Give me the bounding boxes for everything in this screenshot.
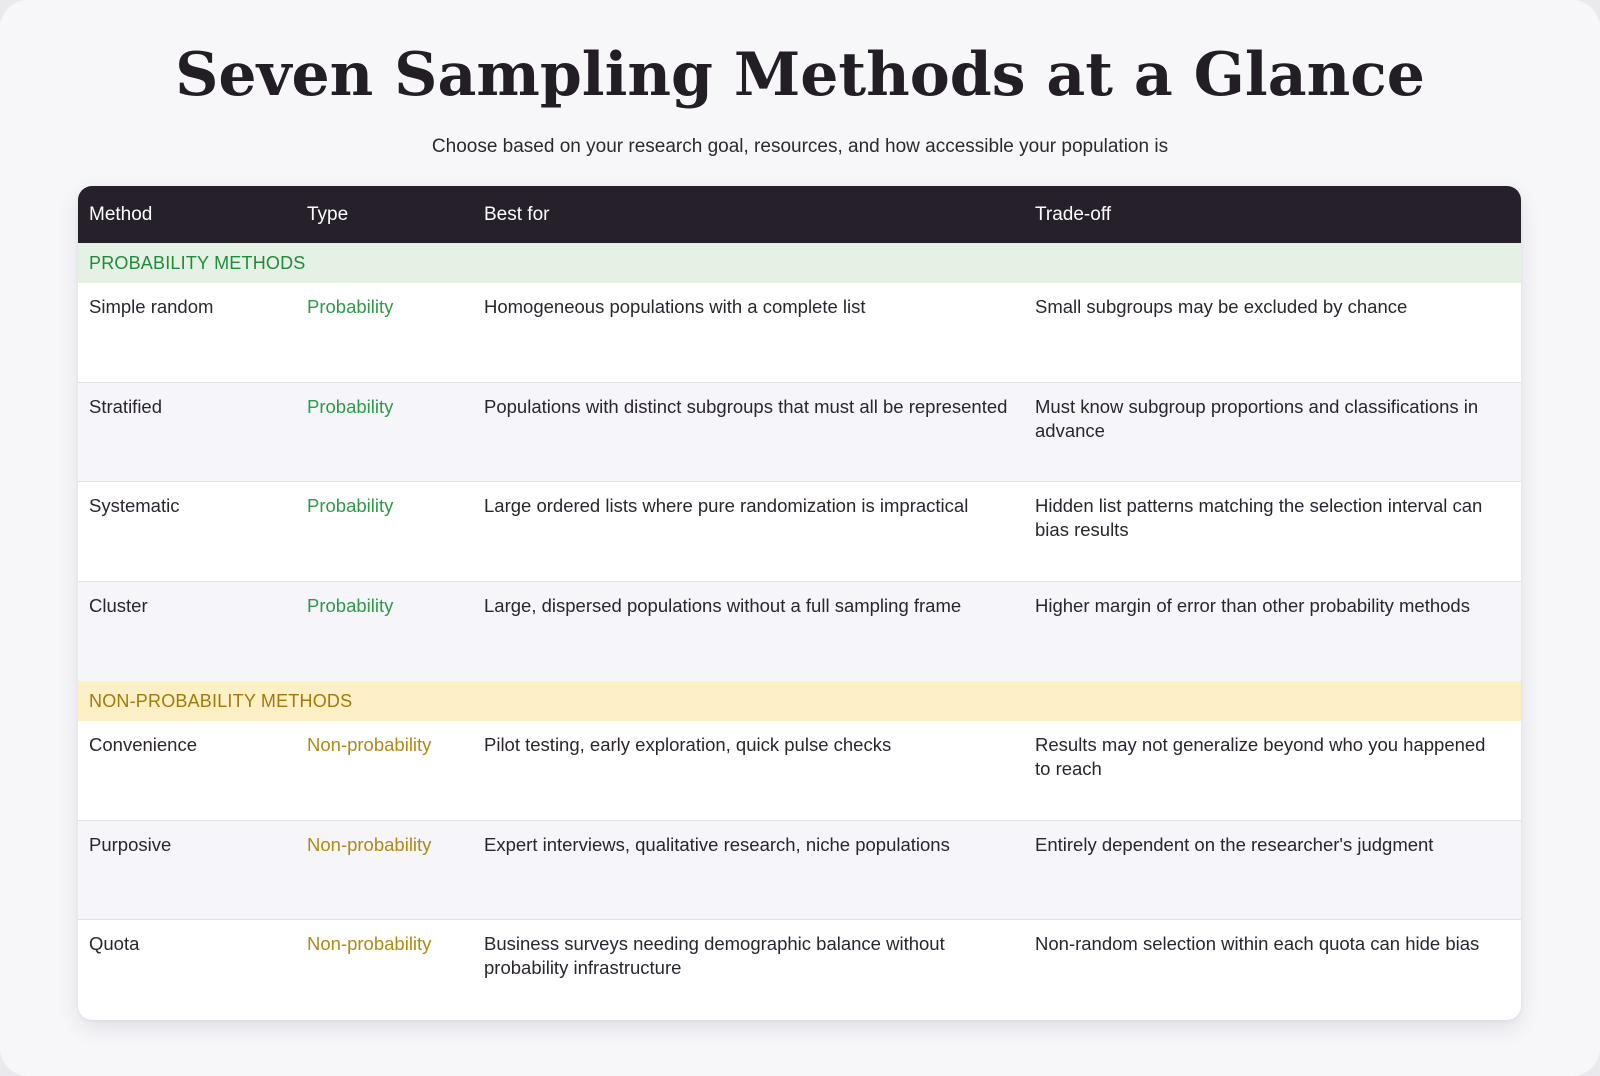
table-row: [78, 721, 1521, 821]
cell-type: Non-probability: [307, 833, 432, 855]
cell-trade-off: Small subgroups may be excluded by chance: [1035, 296, 1408, 317]
cell-type: Non-probability: [307, 734, 432, 755]
cell-trade-off: Hidden list patterns matching the selection interval can bias results: [1035, 495, 1483, 540]
cell-type: Probability: [307, 395, 394, 417]
cell-trade-off: Entirely dependent on the researcher's judgment: [1035, 833, 1434, 855]
page-subtitle: Choose based on your research goal, resources, and how accessible your population is: [431, 136, 1169, 157]
sampling-methods-table: [78, 186, 1521, 1020]
cell-best-for: Expert interviews, qualitative research, niche populations: [484, 833, 950, 855]
page-title: Seven Sampling Methods at a Glance: [175, 40, 1425, 110]
cell-method: Convenience: [89, 734, 197, 755]
cell-trade-off: Non-random selection within each quota can hide bias: [1035, 933, 1480, 954]
cell-method: Quota: [89, 933, 140, 954]
cell-best-for: Large ordered lists where pure randomization is impractical: [484, 495, 969, 516]
header-method: Method: [89, 203, 153, 225]
header-trade-off: Trade-off: [1035, 203, 1112, 225]
cell-method: Purposive: [89, 833, 172, 855]
cell-best-for: Populations with distinct subgroups that must all be represented: [484, 395, 1008, 417]
cell-method: Cluster: [89, 594, 148, 616]
cell-best-for: Pilot testing, early exploration, quick pulse checks: [484, 734, 892, 755]
table-row: [78, 920, 1521, 1020]
header-type: Type: [307, 203, 349, 225]
header-best-for: Best for: [484, 203, 550, 225]
cell-trade-off: Results may not generalize beyond who you happened to reach: [1035, 734, 1486, 779]
cell-best-for: Homogeneous populations with a complete list: [484, 296, 866, 317]
cell-best-for: Business surveys needing demographic balance without probability infrastructure: [484, 933, 945, 978]
cell-method: Systematic: [89, 495, 180, 516]
cell-type: Probability: [307, 495, 394, 516]
cell-trade-off: Higher margin of error than other probability methods: [1035, 594, 1470, 616]
cell-type: Non-probability: [307, 933, 432, 954]
section-probability-methods: PROBABILITY METHODS: [78, 243, 1521, 283]
table-row: [78, 283, 1521, 383]
cell-type: Probability: [307, 296, 394, 317]
cell-method: Simple random: [89, 296, 214, 317]
table-row: [78, 821, 1521, 921]
cell-trade-off: Must know subgroup proportions and classifications in advance: [1035, 395, 1479, 441]
cell-method: Stratified: [89, 395, 163, 417]
table-header: [78, 186, 1521, 243]
table-row: [78, 582, 1521, 682]
cell-type: Probability: [307, 594, 394, 616]
table-row: [78, 383, 1521, 483]
section-non-probability-methods: NON-PROBABILITY METHODS: [78, 681, 1521, 721]
cell-best-for: Large, dispersed populations without a full sampling frame: [484, 594, 962, 616]
table-row: [78, 482, 1521, 582]
